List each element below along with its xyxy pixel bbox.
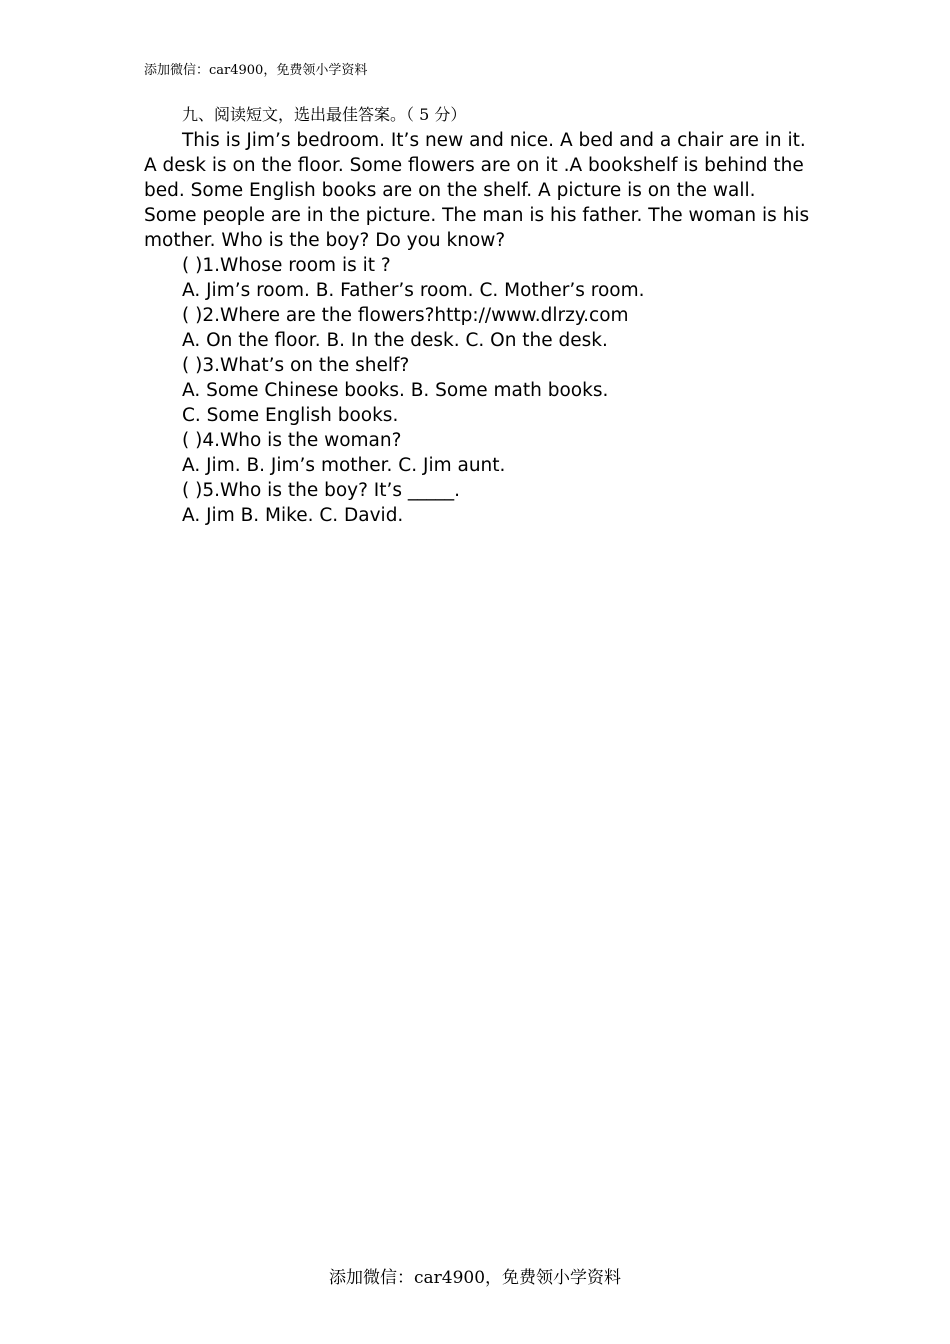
question-4: ( )4.Who is the woman? (182, 430, 402, 451)
question-1-options: A. Jim’s room. B. Father’s room. C. Mother’s room. (182, 280, 645, 301)
reading-passage: This is Jim’s bedroom. It’s new and nice. A bed and a chair are in it. A desk is on the floor. Some flowers are on it .A bookshelf is behind the bed. Some English books are on the shelf. A picture is on the wall. Some people are in the picture. The man is his father. The woman is his mother. Who is the boy? Do you know? (144, 130, 810, 251)
question-list (182, 253, 645, 528)
question-1: ( )1.Whose room is it ? (182, 255, 391, 276)
question-2-options: A. On the floor. B. In the desk. C. On the desk. (182, 330, 608, 351)
question-5: ( )5.Who is the boy? It’s _____. (182, 480, 461, 501)
question-2: ( )2.Where are the flowers?http://www.dlrzy.com (182, 305, 629, 326)
section-heading: 九、阅读短文，选出最佳答案。（ 5 分） (182, 105, 467, 124)
header-watermark-text: 添加微信：car4900，免费领小学资料 (144, 63, 368, 78)
footer-watermark-text: 添加微信：car4900，免费领小学资料 (328, 1268, 622, 1288)
question-3: ( )3.What’s on the shelf? (182, 355, 410, 376)
question-5-options: A. Jim B. Mike. C. David. (182, 505, 404, 526)
question-3-options-continued: C. Some English books. (182, 405, 399, 426)
question-3-options: A. Some Chinese books. B. Some math books. (182, 380, 609, 401)
question-4-options: A. Jim. B. Jim’s mother. C. Jim aunt. (182, 455, 506, 476)
